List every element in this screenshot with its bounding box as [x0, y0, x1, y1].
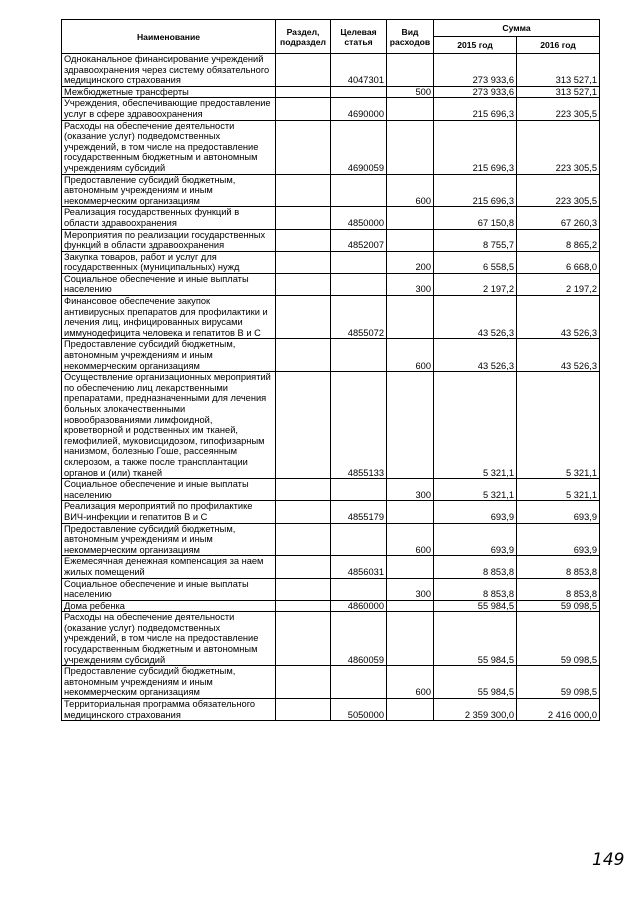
- row-sum-2015: 55 984,5: [434, 600, 517, 612]
- row-name: Предоставление субсидий бюджетным, автономным учреждениям и иным некоммерческим организациям: [62, 523, 276, 556]
- row-sum-2015: 8 853,8: [434, 578, 517, 600]
- row-sum-2016: 43 526,3: [517, 339, 600, 372]
- table-row: [62, 273, 600, 295]
- table-row: [62, 501, 600, 523]
- row-sum-2016: 5 321,1: [517, 479, 600, 501]
- row-target-code: [331, 174, 387, 207]
- row-sum-2016: 5 321,1: [517, 372, 600, 479]
- table-row: [62, 229, 600, 251]
- row-expense-kind: [387, 207, 434, 229]
- row-target-code: [331, 339, 387, 372]
- table-row: [62, 54, 600, 87]
- row-target-code: 4855179: [331, 501, 387, 523]
- row-sum-2016: 59 098,5: [517, 666, 600, 699]
- table-row: [62, 666, 600, 699]
- row-section: [276, 666, 331, 699]
- row-sum-2015: 693,9: [434, 501, 517, 523]
- row-target-code: 4860059: [331, 612, 387, 666]
- row-target-code: [331, 86, 387, 98]
- row-section: [276, 296, 331, 339]
- row-sum-2015: 5 321,1: [434, 372, 517, 479]
- row-name: Закупка товаров, работ и услуг для государственных (муниципальных) нужд: [62, 251, 276, 273]
- row-sum-2015: 43 526,3: [434, 339, 517, 372]
- row-target-code: 4860000: [331, 600, 387, 612]
- table-row: [62, 174, 600, 207]
- row-section: [276, 229, 331, 251]
- row-expense-kind: [387, 229, 434, 251]
- row-sum-2016: 6 668,0: [517, 251, 600, 273]
- row-sum-2016: 313 527,1: [517, 86, 600, 98]
- row-target-code: 4856031: [331, 556, 387, 578]
- row-target-code: 4047301: [331, 54, 387, 87]
- table-row: [62, 296, 600, 339]
- row-name: Учреждения, обеспечивающие предоставление услуг в сфере здравоохранения: [62, 98, 276, 120]
- row-section: [276, 612, 331, 666]
- row-expense-kind: [387, 372, 434, 479]
- row-sum-2016: 59 098,5: [517, 612, 600, 666]
- row-expense-kind: [387, 54, 434, 87]
- table-row: [62, 339, 600, 372]
- row-section: [276, 86, 331, 98]
- row-sum-2016: 223 305,5: [517, 174, 600, 207]
- header-kind: Вид расходов: [387, 20, 434, 54]
- row-name: Расходы на обеспечение деятельности (оказание услуг) подведомственных учреждений, в том числе на предоставление государственным бюджетным и автономным учреждениям субсидий: [62, 120, 276, 174]
- table-row: [62, 251, 600, 273]
- row-sum-2015: 273 933,6: [434, 86, 517, 98]
- header-section: Раздел, подраздел: [276, 20, 331, 54]
- row-sum-2016: 693,9: [517, 501, 600, 523]
- row-name: Мероприятия по реализации государственных функций в области здравоохранения: [62, 229, 276, 251]
- budget-table: [61, 19, 600, 721]
- row-sum-2016: 8 853,8: [517, 556, 600, 578]
- row-name: Осуществление организационных мероприятий по обеспечению лиц лекарственными препаратами, предназначенными для лечения больных злокачественными новообразованиями лимфоидной, кроветворной и родственных им тканей, гемофилией, муковисцидозом, гипофизарным нанизмом, болезнью Гоше, рассеянным склерозом, а также после трансплантации органов и (или) тканей: [62, 372, 276, 479]
- row-name: Реализация государственных функций в области здравоохранения: [62, 207, 276, 229]
- row-sum-2015: 2 359 300,0: [434, 699, 517, 721]
- row-expense-kind: [387, 600, 434, 612]
- row-expense-kind: 200: [387, 251, 434, 273]
- row-section: [276, 273, 331, 295]
- row-sum-2016: 693,9: [517, 523, 600, 556]
- row-name: Предоставление субсидий бюджетным, автономным учреждениям и иным некоммерческим организациям: [62, 174, 276, 207]
- header-target: Целевая статья: [331, 20, 387, 54]
- row-target-code: [331, 666, 387, 699]
- table-row: [62, 372, 600, 479]
- row-sum-2016: 223 305,5: [517, 120, 600, 174]
- row-name: Межбюджетные трансферты: [62, 86, 276, 98]
- row-expense-kind: 600: [387, 666, 434, 699]
- row-target-code: 4855133: [331, 372, 387, 479]
- header-year-2016: 2016 год: [517, 37, 600, 54]
- table-row: [62, 523, 600, 556]
- row-section: [276, 501, 331, 523]
- row-sum-2015: 6 558,5: [434, 251, 517, 273]
- row-sum-2015: 5 321,1: [434, 479, 517, 501]
- row-target-code: [331, 523, 387, 556]
- row-sum-2015: 8 755,7: [434, 229, 517, 251]
- row-section: [276, 251, 331, 273]
- row-sum-2015: 215 696,3: [434, 174, 517, 207]
- row-sum-2015: 67 150,8: [434, 207, 517, 229]
- row-section: [276, 523, 331, 556]
- row-name: Социальное обеспечение и иные выплаты населению: [62, 273, 276, 295]
- row-name: Дома ребенка: [62, 600, 276, 612]
- row-name: Предоставление субсидий бюджетным, автономным учреждениям и иным некоммерческим организациям: [62, 339, 276, 372]
- row-sum-2016: 2 416 000,0: [517, 699, 600, 721]
- row-target-code: [331, 251, 387, 273]
- row-section: [276, 556, 331, 578]
- table-row: [62, 612, 600, 666]
- row-name: Финансовое обеспечение закупок антивирусных препаратов для профилактики и лечения лиц, инфицированных вирусами иммунодефицита человека и гепатитов В и С: [62, 296, 276, 339]
- row-sum-2016: 8 853,8: [517, 578, 600, 600]
- row-name: Реализация мероприятий по профилактике ВИЧ-инфекции и гепатитов В и С: [62, 501, 276, 523]
- row-section: [276, 479, 331, 501]
- row-sum-2015: 43 526,3: [434, 296, 517, 339]
- row-sum-2016: 59 098,5: [517, 600, 600, 612]
- row-target-code: 4690059: [331, 120, 387, 174]
- row-section: [276, 578, 331, 600]
- header-name: Наименование: [62, 20, 276, 54]
- table-row: [62, 600, 600, 612]
- row-sum-2015: 55 984,5: [434, 612, 517, 666]
- row-target-code: 4690000: [331, 98, 387, 120]
- row-section: [276, 699, 331, 721]
- row-sum-2015: 2 197,2: [434, 273, 517, 295]
- row-expense-kind: 600: [387, 339, 434, 372]
- row-expense-kind: [387, 501, 434, 523]
- row-sum-2016: 223 305,5: [517, 98, 600, 120]
- row-expense-kind: 600: [387, 174, 434, 207]
- row-target-code: 4850000: [331, 207, 387, 229]
- row-expense-kind: [387, 556, 434, 578]
- table-row: [62, 98, 600, 120]
- row-name: Социальное обеспечение и иные выплаты населению: [62, 479, 276, 501]
- row-expense-kind: 300: [387, 578, 434, 600]
- row-expense-kind: 600: [387, 523, 434, 556]
- table-row: [62, 479, 600, 501]
- row-section: [276, 207, 331, 229]
- row-expense-kind: 300: [387, 273, 434, 295]
- table-row: [62, 120, 600, 174]
- row-expense-kind: [387, 699, 434, 721]
- row-sum-2016: 313 527,1: [517, 54, 600, 87]
- row-expense-kind: [387, 98, 434, 120]
- row-sum-2015: 273 933,6: [434, 54, 517, 87]
- table-row: [62, 699, 600, 721]
- row-sum-2015: 215 696,3: [434, 98, 517, 120]
- row-sum-2015: 215 696,3: [434, 120, 517, 174]
- row-section: [276, 174, 331, 207]
- row-sum-2016: 67 260,3: [517, 207, 600, 229]
- row-section: [276, 98, 331, 120]
- row-name: Одноканальное финансирование учреждений здравоохранения через систему обязательного медицинского страхования: [62, 54, 276, 87]
- header-sum: Сумма: [434, 20, 600, 37]
- header-year-2015: 2015 год: [434, 37, 517, 54]
- row-target-code: 4855072: [331, 296, 387, 339]
- row-target-code: [331, 578, 387, 600]
- row-expense-kind: [387, 120, 434, 174]
- row-target-code: 4852007: [331, 229, 387, 251]
- row-expense-kind: [387, 612, 434, 666]
- row-expense-kind: [387, 296, 434, 339]
- row-name: Ежемесячная денежная компенсация за наем жилых помещений: [62, 556, 276, 578]
- row-target-code: 5050000: [331, 699, 387, 721]
- table-row: [62, 207, 600, 229]
- row-sum-2016: 2 197,2: [517, 273, 600, 295]
- row-section: [276, 372, 331, 479]
- row-expense-kind: 300: [387, 479, 434, 501]
- row-name: Социальное обеспечение и иные выплаты населению: [62, 578, 276, 600]
- table-row: [62, 86, 600, 98]
- row-section: [276, 120, 331, 174]
- row-expense-kind: 500: [387, 86, 434, 98]
- row-target-code: [331, 479, 387, 501]
- row-section: [276, 339, 331, 372]
- row-name: Расходы на обеспечение деятельности (оказание услуг) подведомственных учреждений, в том числе на предоставление государственным бюджетным и автономным учреждениям субсидий: [62, 612, 276, 666]
- table-row: [62, 556, 600, 578]
- row-sum-2015: 55 984,5: [434, 666, 517, 699]
- row-target-code: [331, 273, 387, 295]
- page-number: 149: [592, 850, 625, 870]
- row-section: [276, 600, 331, 612]
- row-name: Территориальная программа обязательного медицинского страхования: [62, 699, 276, 721]
- row-name: Предоставление субсидий бюджетным, автономным учреждениям и иным некоммерческим организациям: [62, 666, 276, 699]
- table-row: [62, 578, 600, 600]
- row-sum-2016: 43 526,3: [517, 296, 600, 339]
- row-section: [276, 54, 331, 87]
- row-sum-2015: 693,9: [434, 523, 517, 556]
- row-sum-2015: 8 853,8: [434, 556, 517, 578]
- row-sum-2016: 8 865,2: [517, 229, 600, 251]
